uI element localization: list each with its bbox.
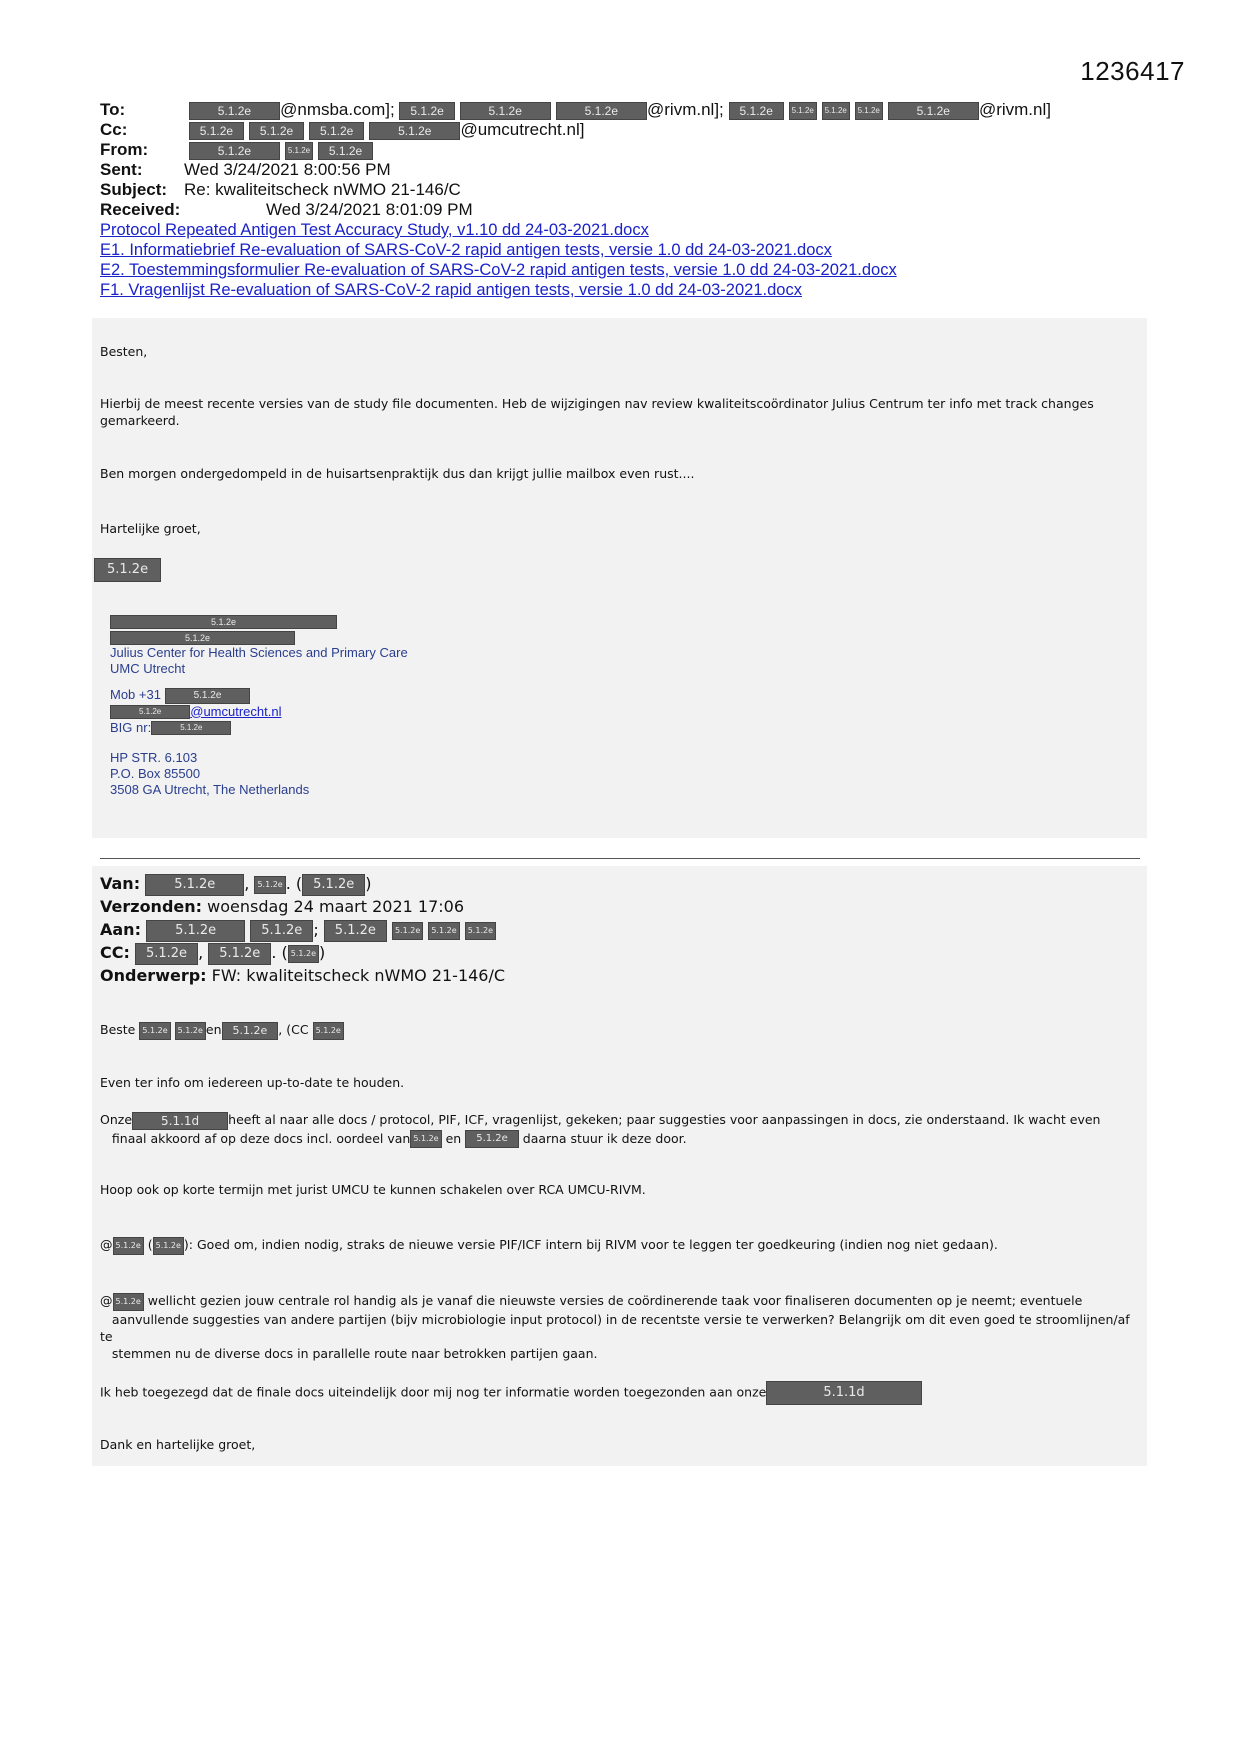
- aan-label: Aan:: [100, 920, 141, 939]
- fw-paragraph: [100, 1381, 1130, 1405]
- redaction: 5.1.2e: [250, 920, 313, 942]
- redaction: 5.1.2e: [460, 102, 551, 120]
- redaction: 5.1.2e: [888, 102, 979, 120]
- fw-paragraph: Hoop ook op korte termijn met jurist UMCU te kunnen schakelen over RCA UMCU-RIVM.: [100, 1182, 646, 1197]
- cc-domain: @umcutrecht.nl]: [460, 120, 585, 139]
- subject-value: Re: kwaliteitscheck nWMO 21-146/C: [184, 180, 461, 199]
- onderwerp-label: Onderwerp:: [100, 966, 207, 985]
- aan-row: Aan: 5.1.2e 5.1.2e ; 5.1.2e 5.1.2e 5.1.2e 5.1.2e: [100, 918, 505, 941]
- attachment-link[interactable]: E1. Informatiebrief Re-evaluation of SARS-CoV-2 rapid antigen tests, versie 1.0 dd 24-03-2021.docx: [100, 241, 832, 259]
- redaction: 5.1.1d: [766, 1381, 921, 1405]
- signature-block: [110, 613, 408, 798]
- p6-text: Ik heb toegezegd dat de finale docs uiteindelijk door mij nog ter informatie worden toegezonden aan onze: [100, 1384, 767, 1400]
- cc-label: CC:: [100, 943, 130, 962]
- attachment-link[interactable]: E2. Toestemmingsformulier Re-evaluation of SARS-CoV-2 rapid antigen tests, versie 1.0 dd 24-03-2021.docx: [100, 261, 897, 279]
- reply-paragraph: Hierbij de meest recente versies van de study file documenten. Heb de wijzigingen nav review kwaliteitscoördinator Julius Centrum ter info met track changes gemarkeerd.: [100, 396, 1094, 428]
- redaction: 5.1.2e: [313, 1022, 344, 1040]
- p2-text: Onze: [100, 1112, 133, 1127]
- van-label: Van:: [100, 874, 141, 893]
- to-domain: @rivm.nl]: [978, 100, 1051, 119]
- greeting: Besten,: [100, 344, 148, 359]
- sig-unit: UMC Utrecht: [110, 661, 186, 676]
- sig-org: Julius Center for Health Sciences and Primary Care: [110, 645, 408, 660]
- document-number: 1236417: [1080, 56, 1185, 86]
- redaction: 5.1.2e: [465, 922, 496, 940]
- fw-closing: Dank en hartelijke groet,: [100, 1437, 256, 1452]
- p4-text: ): Goed om, indien nodig, straks de nieuwe versie PIF/ICF intern bij RIVM voor te leggen ter goedkeuring (indien nog niet gedaan).: [183, 1237, 998, 1252]
- closing: Hartelijke groet,: [100, 521, 201, 536]
- attachment-link[interactable]: F1. Vragenlijst Re-evaluation of SARS-CoV-2 rapid antigen tests, versie 1.0 dd 24-03-2021.docx: [100, 281, 802, 299]
- beste-text: Beste: [100, 1022, 136, 1037]
- verzonden-row: [100, 895, 505, 918]
- p5-text: wellicht gezien jouw centrale rol handig als je vanaf die nieuwste versies de coördinerende taak voor finaliseren documenten op je neemt; eventuele: [147, 1293, 1083, 1308]
- redaction: 5.1.2e: [113, 1293, 144, 1311]
- redaction: 5.1.2e: [146, 920, 245, 942]
- redaction: 5.1.2e: [318, 142, 373, 160]
- cc-row: [100, 120, 1160, 140]
- to-domain: @rivm.nl];: [647, 100, 724, 119]
- redaction: 5.1.2e: [288, 945, 319, 963]
- email-header: [100, 100, 1160, 300]
- fw-paragraph: @ 5.1.2e wellicht gezien jouw centrale rol handig als je vanaf die nieuwste versies de coördinerende taak voor finaliseren documenten op je neemt; eventuele aanvullende suggesties van andere partijen (bijv microbiologie input protocol) in de recentste versie te verwerken? Belangrijk om dit even goed te stroomlijnen/af te stemmen nu de diverse docs in parallelle route naar betrokken partijen gaan.: [100, 1293, 1130, 1361]
- en-text: en: [205, 1022, 222, 1037]
- divider: [100, 858, 1140, 859]
- redaction: 5.1.2e: [556, 102, 647, 120]
- redaction: 5.1.2e: [94, 558, 161, 582]
- sig-address: HP STR. 6.103: [110, 749, 198, 765]
- redaction: 5.1.2e: [222, 1022, 279, 1040]
- p2-text: finaal akkoord af op deze docs incl. oordeel van: [111, 1130, 411, 1146]
- redaction: 5.1.2e: [110, 615, 337, 629]
- verzonden-label: Verzonden:: [100, 897, 203, 916]
- sender-name: [94, 558, 1124, 582]
- sent-label: Sent:: [100, 160, 143, 179]
- p2-text: heeft al naar alle docs / protocol, PIF, ICF, vragenlijst, gekeken; paar suggesties voor aanpassingen in docs, zie onderstaand. Ik wacht even: [228, 1112, 1101, 1127]
- to-row: [100, 100, 1160, 120]
- onderwerp-row: [100, 964, 505, 987]
- sig-big: BIG nr:: [110, 719, 152, 735]
- redaction: 5.1.2e: [465, 1130, 519, 1148]
- redaction: 5.1.2e: [399, 102, 454, 120]
- onderwerp-value: FW: kwaliteitscheck nWMO 21-146/C: [211, 966, 506, 985]
- van-row: Van: 5.1.2e , 5.1.2e . ( 5.1.2e ): [100, 872, 505, 895]
- redaction: 5.1.2e: [729, 102, 784, 120]
- reply-paragraph: Ben morgen ondergedompeld in de huisartsenpraktijk dus dan krijgt jullie mailbox even rust....: [100, 466, 695, 481]
- redaction: 5.1.2e: [110, 631, 295, 645]
- redaction: 5.1.2e: [153, 1237, 184, 1255]
- received-value: Wed 3/24/2021 8:01:09 PM: [266, 200, 473, 219]
- p5-text: aanvullende suggesties van andere partijen (bijv microbiologie input protocol) in de recentste versie te verwerken? Belangrijk om dit even goed te stroomlijnen/af te: [100, 1311, 1130, 1344]
- fw-paragraph: Even ter info om iedereen up-to-date te houden.: [100, 1075, 405, 1090]
- to-label: To:: [100, 100, 126, 119]
- redaction: 5.1.2e: [139, 1022, 170, 1040]
- redaction: 5.1.2e: [855, 102, 883, 120]
- redaction: 5.1.2e: [369, 122, 460, 140]
- sent-row: [100, 160, 1160, 180]
- to-domain: @nmsba.com];: [280, 100, 395, 119]
- redaction: 5.1.2e: [324, 920, 387, 942]
- fw-greeting: [100, 1021, 1130, 1040]
- redaction: 5.1.2e: [254, 876, 285, 894]
- redaction: 5.1.2e: [249, 122, 304, 140]
- redaction: 5.1.2e: [789, 102, 817, 120]
- p5-text: stemmen nu de diverse docs in parallelle route naar betrokken partijen gaan.: [111, 1345, 598, 1361]
- verzonden-value: woensdag 24 maart 2021 17:06: [207, 897, 465, 916]
- redaction: 5.1.2e: [428, 922, 459, 940]
- from-row: [100, 140, 1160, 160]
- cc-label: Cc:: [100, 120, 128, 139]
- redaction: 5.1.2e: [151, 721, 231, 735]
- sig-address: 3508 GA Utrecht, The Netherlands: [110, 781, 310, 797]
- redaction: 5.1.2e: [410, 1130, 441, 1148]
- en-text: en: [445, 1130, 462, 1146]
- redaction: 5.1.2e: [189, 102, 280, 120]
- redaction: 5.1.2e: [110, 705, 190, 719]
- cc-text: , (CC: [278, 1022, 309, 1037]
- fw-paragraph: [100, 1111, 1130, 1148]
- redaction: 5.1.2e: [822, 102, 850, 120]
- attachment-link[interactable]: Protocol Repeated Antigen Test Accuracy Study, v1.10 dd 24-03-2021.docx: [100, 221, 649, 239]
- forwarded-header: [100, 872, 505, 987]
- sig-email[interactable]: @umcutrecht.nl: [190, 703, 282, 719]
- subject-row: [100, 180, 1160, 200]
- redaction: 5.1.2e: [285, 142, 313, 160]
- from-label: From:: [100, 140, 149, 159]
- redaction: 5.1.2e: [165, 688, 251, 704]
- p2-text: daarna stuur ik deze door.: [522, 1130, 687, 1146]
- redaction: 5.1.2e: [113, 1237, 144, 1255]
- fw-paragraph: @ 5.1.2e ( 5.1.2e ): Goed om, indien nodig, straks de nieuwe versie PIF/ICF intern bij RIVM voor te leggen ter goedkeuring (indien nog niet gedaan).: [100, 1236, 1130, 1255]
- redaction: 5.1.2e: [189, 142, 280, 160]
- sig-address: P.O. Box 85500: [110, 765, 201, 781]
- cc-row: CC: 5.1.2e , 5.1.2e . ( 5.1.2e ): [100, 941, 505, 964]
- redaction: 5.1.2e: [145, 874, 244, 896]
- sent-value: Wed 3/24/2021 8:00:56 PM: [184, 160, 391, 179]
- redaction: 5.1.1d: [132, 1112, 228, 1130]
- sig-mob: Mob +31: [110, 687, 161, 702]
- redaction: 5.1.2e: [309, 122, 364, 140]
- subject-label: Subject:: [100, 180, 168, 199]
- redaction: 5.1.2e: [208, 943, 271, 965]
- received-label: Received:: [100, 200, 181, 219]
- redaction: 5.1.2e: [392, 922, 423, 940]
- redaction: 5.1.2e: [189, 122, 244, 140]
- redaction: 5.1.2e: [302, 874, 365, 896]
- redaction: 5.1.2e: [135, 943, 198, 965]
- received-row: [100, 200, 1160, 220]
- redaction: 5.1.2e: [175, 1022, 206, 1040]
